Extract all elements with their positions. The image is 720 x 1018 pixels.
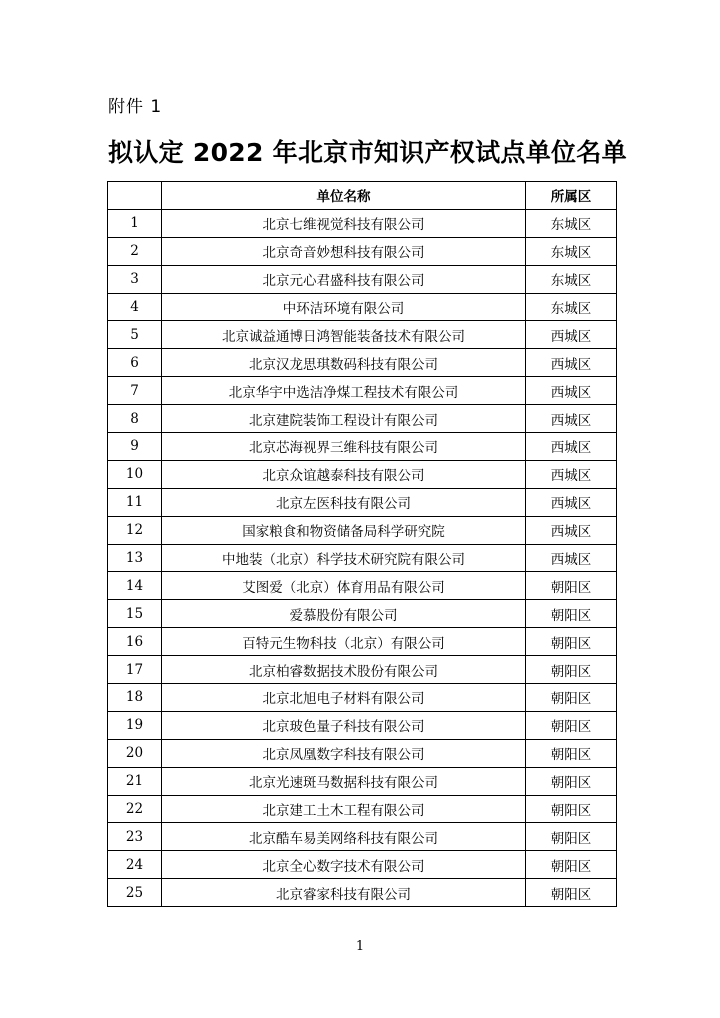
- district-cell: 朝阳区: [526, 600, 617, 628]
- unit-name-cell: 北京北旭电子材料有限公司: [162, 684, 526, 712]
- district-cell: 朝阳区: [526, 628, 617, 656]
- row-number: 1: [108, 209, 162, 237]
- unit-name-cell: 艾图爱（北京）体育用品有限公司: [162, 572, 526, 600]
- district-cell: 朝阳区: [526, 767, 617, 795]
- attachment-label: 附件 1: [108, 97, 163, 117]
- unit-name-cell: 北京柏睿数据技术股份有限公司: [162, 656, 526, 684]
- header-row: [108, 182, 617, 210]
- unit-name-cell: 北京玻色量子科技有限公司: [162, 711, 526, 739]
- row-number: 12: [108, 516, 162, 544]
- table-row: [108, 879, 617, 907]
- table-row: [108, 711, 617, 739]
- unit-name-cell: 国家粮食和物资储备局科学研究院: [162, 516, 526, 544]
- unit-name-cell: 北京光速斑马数据科技有限公司: [162, 767, 526, 795]
- row-number: 15: [108, 600, 162, 628]
- row-number: 2: [108, 237, 162, 265]
- table-header: [108, 182, 617, 210]
- unit-name-cell: 百特元生物科技（北京）有限公司: [162, 628, 526, 656]
- unit-name-cell: 北京全心数字技术有限公司: [162, 851, 526, 879]
- row-number: 13: [108, 544, 162, 572]
- row-number: 3: [108, 265, 162, 293]
- unit-name-cell: 北京凤凰数字科技有限公司: [162, 739, 526, 767]
- row-number: 19: [108, 711, 162, 739]
- district-cell: 朝阳区: [526, 684, 617, 712]
- district-cell: 东城区: [526, 237, 617, 265]
- row-number: 23: [108, 823, 162, 851]
- row-number: 16: [108, 628, 162, 656]
- table-row: [108, 628, 617, 656]
- district-cell: 西城区: [526, 433, 617, 461]
- row-number: 14: [108, 572, 162, 600]
- district-cell: 朝阳区: [526, 851, 617, 879]
- header-district: 所属区: [526, 182, 617, 210]
- row-number: 4: [108, 293, 162, 321]
- row-number: 21: [108, 767, 162, 795]
- unit-name-cell: 爱慕股份有限公司: [162, 600, 526, 628]
- district-cell: 朝阳区: [526, 739, 617, 767]
- table-row: [108, 209, 617, 237]
- table-row: [108, 684, 617, 712]
- row-number: 7: [108, 377, 162, 405]
- table-row: [108, 823, 617, 851]
- district-cell: 西城区: [526, 405, 617, 433]
- unit-name-cell: 中地装（北京）科学技术研究院有限公司: [162, 544, 526, 572]
- district-cell: 东城区: [526, 209, 617, 237]
- table-row: [108, 349, 617, 377]
- unit-name-cell: 北京众谊越泰科技有限公司: [162, 460, 526, 488]
- table-row: [108, 739, 617, 767]
- row-number: 22: [108, 795, 162, 823]
- unit-name-cell: 北京华宇中选洁净煤工程技术有限公司: [162, 377, 526, 405]
- row-number: 24: [108, 851, 162, 879]
- district-cell: 东城区: [526, 265, 617, 293]
- row-number: 10: [108, 460, 162, 488]
- unit-name-cell: 北京睿家科技有限公司: [162, 879, 526, 907]
- district-cell: 西城区: [526, 488, 617, 516]
- district-cell: 西城区: [526, 544, 617, 572]
- district-cell: 朝阳区: [526, 711, 617, 739]
- unit-name-cell: 北京奇音妙想科技有限公司: [162, 237, 526, 265]
- district-cell: 西城区: [526, 377, 617, 405]
- table-row: [108, 656, 617, 684]
- table-row: [108, 600, 617, 628]
- unit-name-cell: 北京左医科技有限公司: [162, 488, 526, 516]
- table-row: [108, 377, 617, 405]
- table-row: [108, 544, 617, 572]
- district-cell: 西城区: [526, 321, 617, 349]
- table-row: [108, 516, 617, 544]
- header-unit-name: 单位名称: [162, 182, 526, 210]
- table-row: [108, 321, 617, 349]
- table-row: [108, 795, 617, 823]
- table-row: [108, 572, 617, 600]
- unit-name-cell: 中环洁环境有限公司: [162, 293, 526, 321]
- unit-name-cell: 北京芯海视界三维科技有限公司: [162, 433, 526, 461]
- district-cell: 朝阳区: [526, 572, 617, 600]
- district-cell: 朝阳区: [526, 823, 617, 851]
- row-number: 20: [108, 739, 162, 767]
- page-number: 1: [355, 939, 365, 954]
- row-number: 5: [108, 321, 162, 349]
- unit-name-cell: 北京七维视觉科技有限公司: [162, 209, 526, 237]
- district-cell: 西城区: [526, 349, 617, 377]
- row-number: 25: [108, 879, 162, 907]
- table-row: [108, 433, 617, 461]
- district-cell: 东城区: [526, 293, 617, 321]
- unit-name-cell: 北京汉龙思琪数码科技有限公司: [162, 349, 526, 377]
- district-cell: 朝阳区: [526, 879, 617, 907]
- row-number: 9: [108, 433, 162, 461]
- district-cell: 西城区: [526, 460, 617, 488]
- table-row: [108, 851, 617, 879]
- table-row: [108, 767, 617, 795]
- table-row: [108, 460, 617, 488]
- row-number: 17: [108, 656, 162, 684]
- district-cell: 朝阳区: [526, 656, 617, 684]
- row-number: 18: [108, 684, 162, 712]
- unit-name-cell: 北京诚益通博日鸿智能装备技术有限公司: [162, 321, 526, 349]
- unit-name-cell: 北京建工土木工程有限公司: [162, 795, 526, 823]
- row-number: 8: [108, 405, 162, 433]
- unit-list-table: [107, 181, 617, 907]
- unit-name-cell: 北京建院装饰工程设计有限公司: [162, 405, 526, 433]
- unit-name-cell: 北京元心君盛科技有限公司: [162, 265, 526, 293]
- table-row: [108, 293, 617, 321]
- table-body: [108, 209, 617, 906]
- district-cell: 朝阳区: [526, 795, 617, 823]
- table-row: [108, 265, 617, 293]
- row-number: 11: [108, 488, 162, 516]
- table-row: [108, 488, 617, 516]
- row-number: 6: [108, 349, 162, 377]
- district-cell: 西城区: [526, 516, 617, 544]
- document-title: 拟认定 2022 年北京市知识产权试点单位名单: [108, 138, 627, 167]
- table-row: [108, 237, 617, 265]
- unit-name-cell: 北京酷车易美网络科技有限公司: [162, 823, 526, 851]
- table-row: [108, 405, 617, 433]
- header-number: [108, 182, 162, 210]
